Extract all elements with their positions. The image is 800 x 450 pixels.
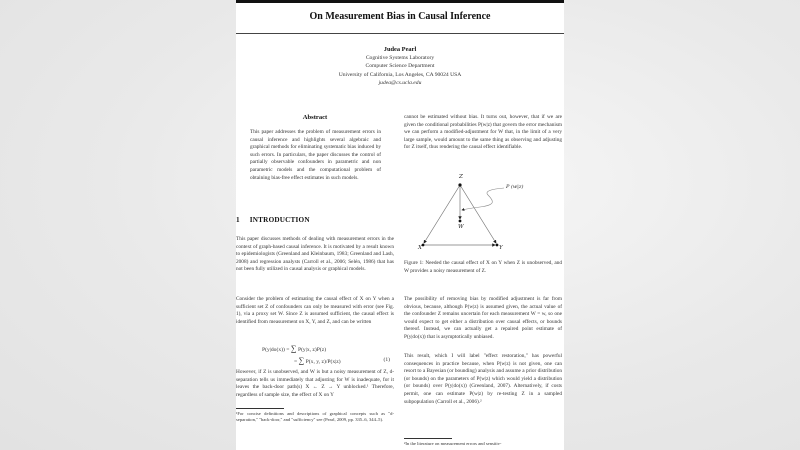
abstract-heading: Abstract bbox=[302, 114, 328, 121]
affiliation-line: University of California, Los Angeles, CA 90024 USA bbox=[338, 71, 462, 78]
top-edge-bar bbox=[236, 0, 564, 3]
figure-caption: Figure 1: Needed the causal effect of X on Y when Z is unobserved, and W provides a noisy measurement of Z. bbox=[404, 260, 562, 274]
equation-eq-sign: = bbox=[294, 359, 298, 365]
figure-1-causal-graph bbox=[404, 175, 562, 255]
intro-paragraph-2: Consider the problem of estimating the causal effect of X on Y when a sufficient set Z of confounders can only be measured with error (see Fig. 1), via a proxy set W. Since Z is assumed sufficient, the causal effect is identified from measurement on X, Y, and Z, and can be written bbox=[236, 296, 394, 325]
affiliation-line: Computer Science Department bbox=[365, 63, 435, 70]
title-rule bbox=[236, 33, 564, 34]
author-block bbox=[236, 46, 564, 87]
right-paragraph-1: cannot be estimated without bias. It turns out, however, that if we are given the conditional probabilities P(w|z) that govern the error mechanism we can perform a modified-adjustment for W that, in the limit of a very large sample, would amount to the same thing as observing and adjusting for Z itself, thus rendering the causal effect identifiable. bbox=[404, 114, 562, 151]
right-paragraph-3: This result, which I will label "effect restoration," has powerful consequences in practice because, when P(w|z) is not given, one can resort to a Bayesian (or bounding) analysis and assume a prior distribution (or bounds) on the parameters of P(w|z) which would yield a distribution (or bounds) over P(y|do(x)) (Greenland, 2007). Alternatively, if costs permit, one can estimate P(w|z) by re-testing Z in a sampled subpopulation (Carroll et al., 2006).² bbox=[404, 353, 562, 405]
equation-lhs: P(y|do(x)) = bbox=[262, 347, 290, 353]
node-label-y: Y bbox=[499, 245, 503, 251]
intro-paragraph-1: This paper discusses methods of dealing with measurement errors in the context of graph-based causal inference. It is motivated by a result known to epidemiologists (Greenland and Kleinbaum, 1983; Greenland and Lash, 2008) and regression analysts (Carroll et al., 2006; Selén, 1986) that has not been fully utilized in causal analysis or graphical models. bbox=[236, 236, 394, 273]
section-title: INTRODUCTION bbox=[249, 216, 310, 224]
sum-symbol: ∑ bbox=[298, 356, 305, 365]
paper-page bbox=[236, 0, 564, 450]
equation-rhs-1: P(y|x, z)P(z) bbox=[297, 347, 327, 353]
equation-number: (1) bbox=[383, 357, 390, 363]
right-paragraph-2: The possibility of removing bias by modified adjustment is far from obvious, because, although P(w|z) is assumed given, the actual value of the confounder Z remains uncertain for each measurement W = w, so one would expect to get either a distribution over causal effects, or bounds thereof. Instead, we can actually get a repaired point estimate of P(y|do(x)) that is asymptotically unbiased. bbox=[404, 296, 562, 340]
causal-diagram bbox=[404, 175, 562, 255]
affiliation-line: Cognitive Systems Laboratory bbox=[365, 55, 435, 62]
footnote-rule bbox=[236, 408, 284, 409]
footnote-rule bbox=[404, 438, 452, 439]
node-label-w: W bbox=[458, 224, 464, 230]
abstract-text: This paper addresses the problem of measurement errors in causal inference and highlights several algebraic and graphical methods for eliminating systematic bias induced by such errors. In particulars, the paper discusses the control of partially observable confounders in parametric and non parametric models and the computational problem of obtaining bias-free effect estimates in such models. bbox=[250, 129, 381, 181]
author-email: judea@cs.ucla.edu bbox=[378, 79, 422, 86]
node-label-x: X bbox=[418, 245, 422, 251]
author-name: Judea Pearl bbox=[383, 46, 417, 53]
paper-title: On Measurement Bias in Causal Inference bbox=[309, 11, 491, 22]
error-mechanism-label: P (w|z) bbox=[506, 184, 524, 190]
node-label-z: Z bbox=[459, 174, 463, 180]
equation-rhs-2: P(x, y, z)/P(x|z) bbox=[305, 359, 341, 365]
intro-paragraph-3: However, if Z is unobserved, and W is but a noisy measurement of Z, d-separation tells us immediately that adjusting for W is inadequate, for it leaves the back-door path(s) X ← Z → Y unblocked.¹ Therefore, regardless of sample size, the effect of X on Y bbox=[236, 369, 394, 398]
sum-symbol: ∑ bbox=[290, 344, 297, 353]
footnote-2: ²In the literature on measurement errors and sensitiv- bbox=[404, 441, 502, 446]
section-number: 1 bbox=[236, 216, 240, 224]
equation-1 bbox=[236, 344, 394, 366]
section-heading bbox=[236, 216, 310, 224]
footnote-1: ¹For concise definitions and descriptions of graphical concepts such as "d-separation," "back-door," and "sufficiency" see (Pearl, 2009, pp. 335–6, 344–5). bbox=[236, 411, 394, 423]
